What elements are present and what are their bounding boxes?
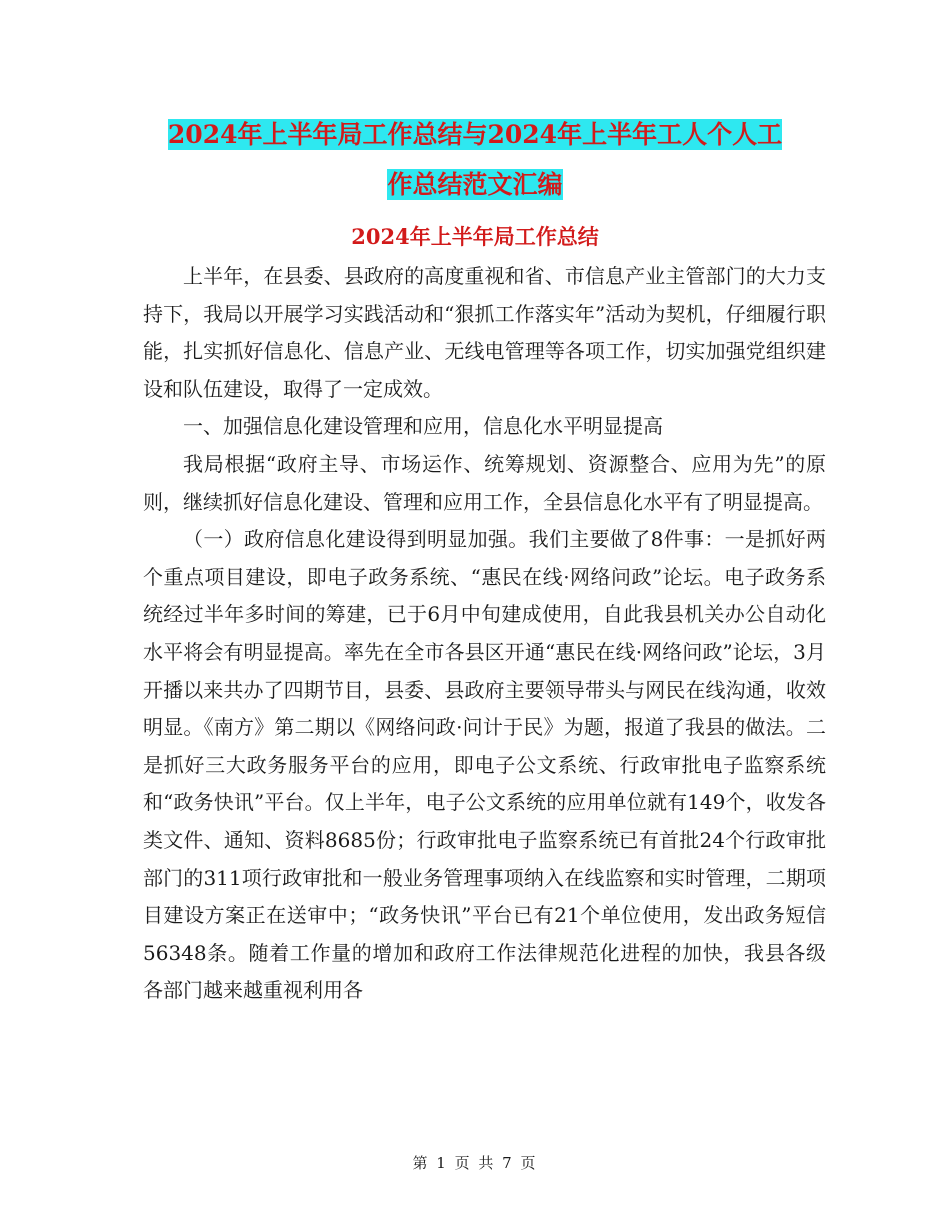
- page-footer: 第 1 页 共 7 页: [412, 1154, 538, 1172]
- title-line-1: 2024年上半年局工作总结与2024年上半年工人个人工: [167, 120, 783, 149]
- document-body: [143, 258, 826, 1010]
- section-title: 2024年上半年局工作总结: [351, 224, 599, 249]
- paragraph-heading-1: 一、加强信息化建设管理和应用，信息化水平明显提高: [183, 414, 663, 439]
- title-line-2: 作总结范文汇编: [387, 170, 563, 199]
- document-title: [0, 110, 950, 210]
- paragraph-principle: 我局根据“政府主导、市场运作、统筹规划、资源整合、应用为先”的原则，继续抓好信息化建设、管理和应用工作，全县信息化水平有了明显提高。: [143, 451, 826, 514]
- paragraph-intro: 上半年，在县委、县政府的高度重视和省、市信息产业主管部门的大力支持下，我局以开展学习实践活动和“狠抓工作落实年”活动为契机，仔细履行职能，扎实抓好信息化、信息产业、无线电管理等各项工作，切实加强党组织建设和队伍建设，取得了一定成效。: [143, 264, 826, 401]
- paragraph-government-it: （一）政府信息化建设得到明显加强。我们主要做了8件事：一是抓好两个重点项目建设，即电子政务系统、“惠民在线·网络问政”论坛。电子政务系统经过半年多时间的筹建，已于6月中旬建成使用，自此我县机关办公自动化水平将会有明显提高。率先在全市各县区开通“惠民在线·网络问政”论坛，3月开播以来共办了四期节目，县委、县政府主要领导带头与网民在线沟通，收效明显。《南方》第二期以《网络问政·问计于民》为题，报道了我县的做法。二是抓好三大政务服务平台的应用，即电子公文系统、行政审批电子监察系统和“政务快讯”平台。仅上半年，电子公文系统的应用单位就有149个，收发各类文件、通知、资料8685份；行政审批电子监察系统已有首批24个行政审批部门的311项行政审批和一般业务管理事项纳入在线监察和实时管理，二期项目建设方案正在送审中；“政务快讯”平台已有21个单位使用，发出政务短信56348条。随着工作量的增加和政府工作法律规范化进程的加快，我县各级各部门越来越重视利用各: [143, 527, 826, 1003]
